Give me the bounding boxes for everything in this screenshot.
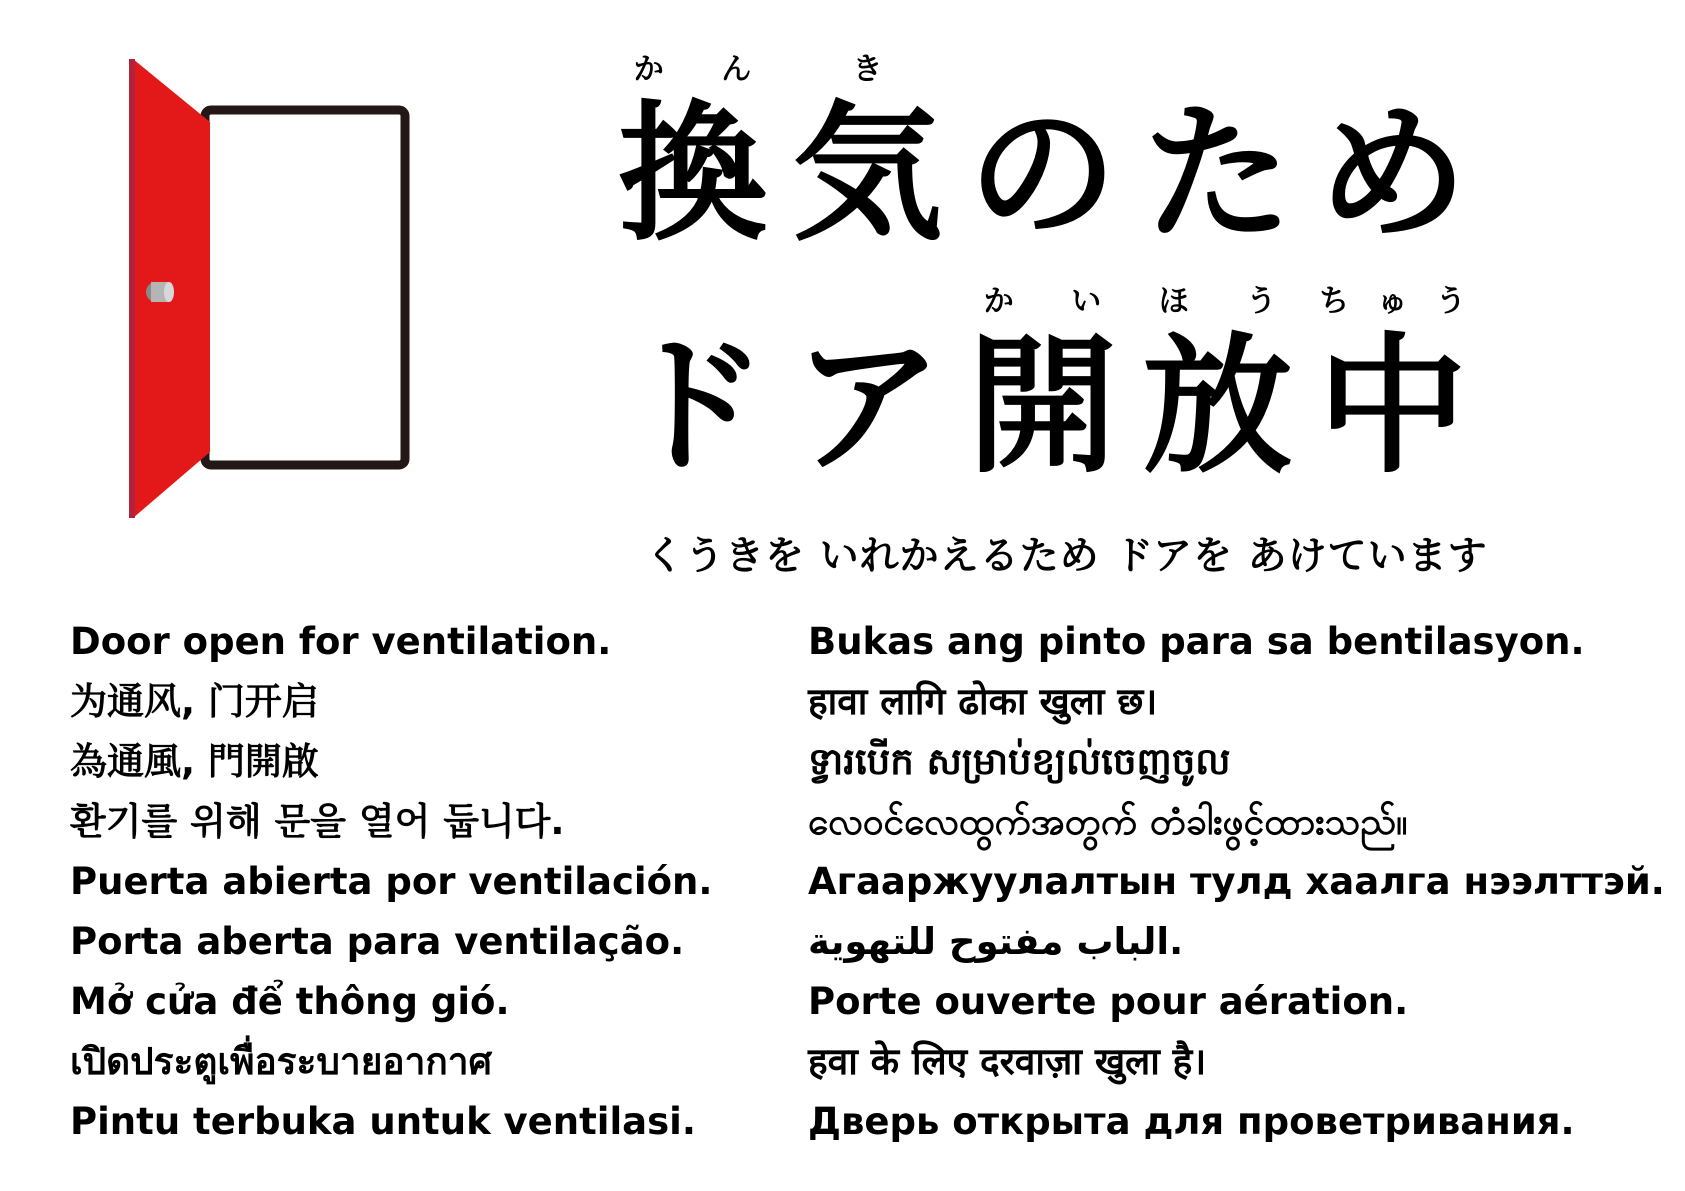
heading-char: ち ゅ う 中 <box>1305 282 1480 492</box>
heading-char: の <box>967 88 1118 262</box>
translation-spanish: Puerta abierta por ventilación. <box>70 860 713 903</box>
heading <box>600 50 1600 590</box>
translation-vietnamese: Mở cửa để thông gió. <box>70 980 510 1023</box>
heading-char: ほ う 放 <box>1130 282 1305 492</box>
heading-char: か い 開 <box>955 282 1130 492</box>
furigana: ほ う <box>1158 284 1277 319</box>
heading-char: き 気 <box>780 50 955 260</box>
translation-thai: เปิดประตูเพื่อระบายอากาศ <box>70 1040 493 1083</box>
translation-burmese: လေဝင်လေထွက်အတွက် တံခါးဖွင့်ထားသည်။ <box>808 800 1408 843</box>
furigana: ち ゅ う <box>1319 284 1466 319</box>
door-edge <box>129 59 135 518</box>
heading-line-1 <box>605 50 1480 260</box>
translation-tagalog: Bukas ang pinto para sa bentilasyon. <box>808 620 1585 663</box>
translation-mongolian: Агааржуулалтын тулд хаалга нээлттэй. <box>808 860 1665 903</box>
translation-english: Door open for ventilation. <box>70 620 612 663</box>
heading-char: め <box>1317 88 1468 262</box>
subtitle: くうきを いれかえるため ドアを あけています <box>645 534 1488 579</box>
translation-french: Porte ouverte pour aération. <box>808 980 1409 1023</box>
heading-char: ア <box>792 320 943 494</box>
translation-russian: Дверь открыта для проветривания. <box>808 1100 1575 1143</box>
translation-portuguese: Porta aberta para ventilação. <box>70 920 685 963</box>
heading-char: ド <box>617 320 768 494</box>
translation-arabic: الباب مفتوح للتهوية. <box>808 920 1184 963</box>
translation-chinese-traditional: 為通風, 門開啟 <box>70 740 319 783</box>
door-frame <box>205 110 405 465</box>
translation-chinese-simplified: 为通风, 门开启 <box>70 680 319 723</box>
furigana: か ん <box>633 52 752 87</box>
translation-korean: 환기를 위해 문을 열어 둡니다. <box>70 800 565 843</box>
translation-nepali: हावा लागि ढोका खुला छ। <box>808 680 1158 723</box>
translation-khmer: ទ្វារបើក សម្រាប់ខ្យល់ចេញចូល <box>808 740 1231 783</box>
heading-char: か ん 換 <box>605 50 780 260</box>
door-knob-icon <box>146 282 174 302</box>
open-door-icon <box>125 55 445 575</box>
translations-right <box>808 612 1678 1152</box>
heading-line-2 <box>605 282 1480 492</box>
furigana: き <box>852 52 883 87</box>
translation-hindi: हवा के लिए दरवाज़ा खुला है। <box>808 1040 1207 1083</box>
heading-char: た <box>1142 88 1293 262</box>
translations-left <box>70 612 800 1152</box>
translation-indonesian: Pintu terbuka untuk ventilasi. <box>70 1100 696 1143</box>
furigana: か い <box>983 284 1102 319</box>
